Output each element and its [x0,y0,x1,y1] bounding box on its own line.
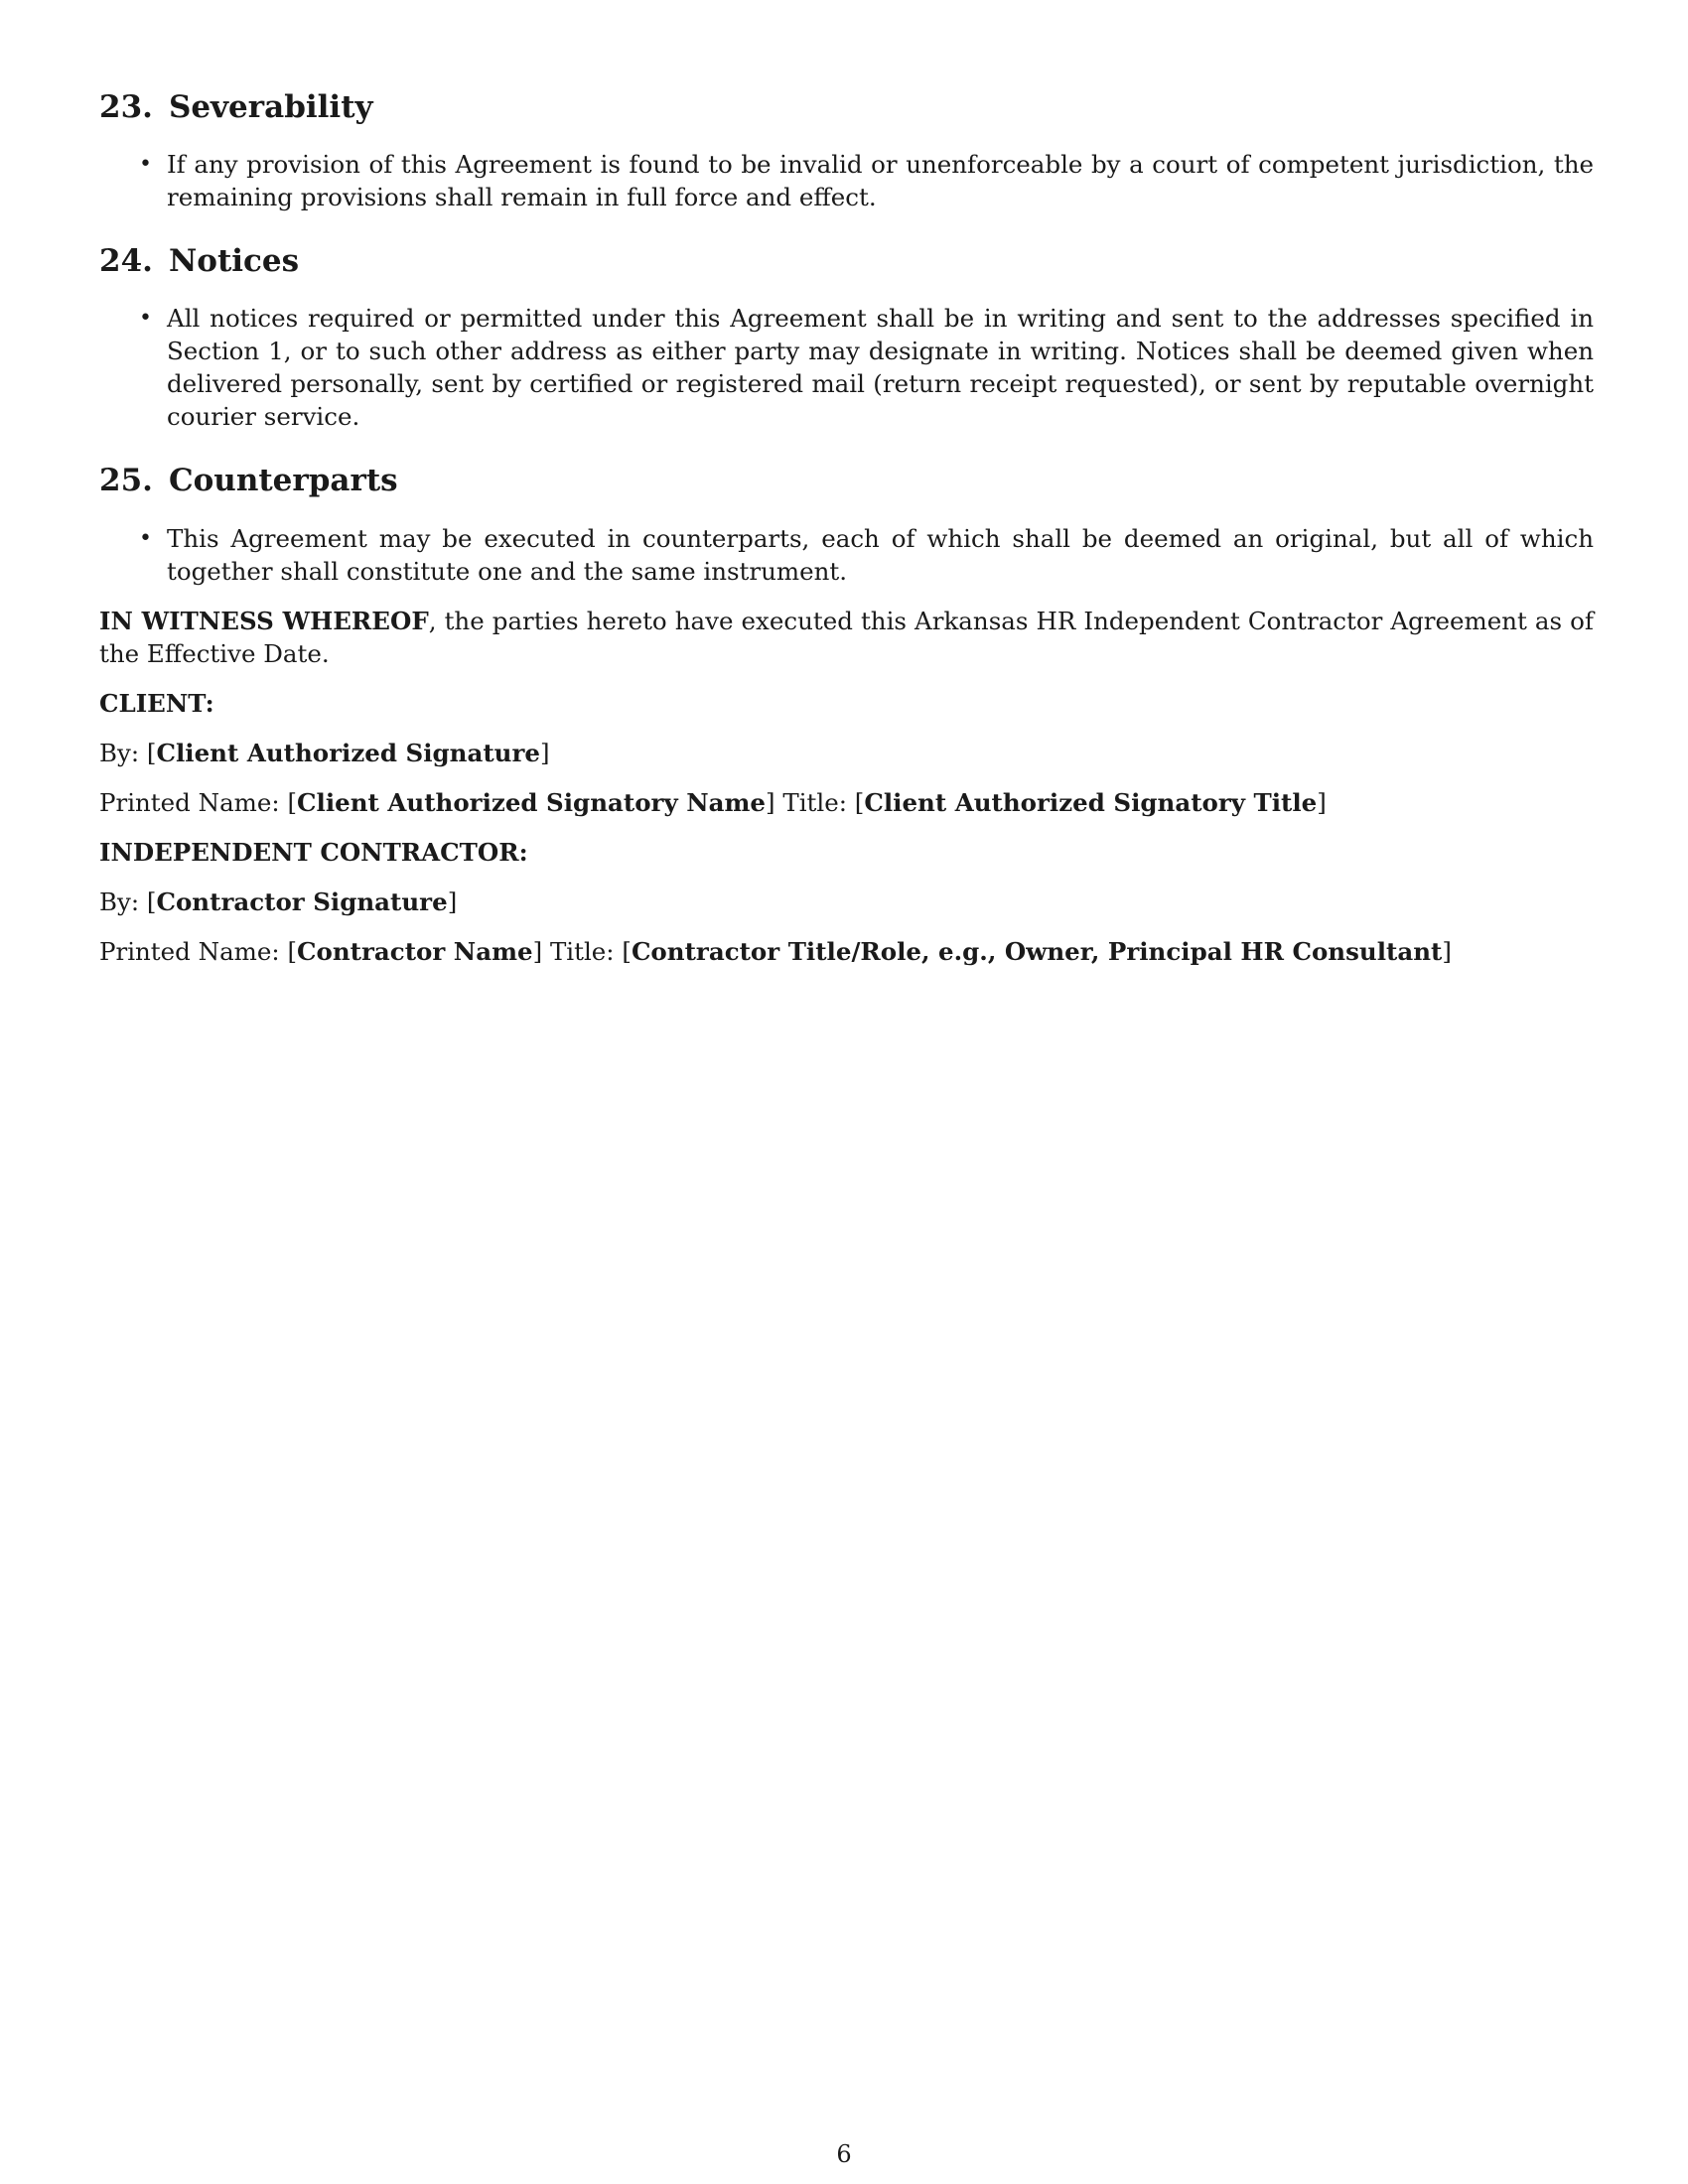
document-page [99,89,1594,985]
client-printed-name-placeholder: Client Authorized Signatory Name [297,787,766,817]
list-item-text: All notices required or permitted under this Agreement shall be in writing and sent to the addresses specified in Section 1, or to such other address as either party may designate in writing. Notices shall be deemed given when delivered personally, sent by certified or registered mail (return receipt requested), or sent by reputable overnight courier service. [167,304,1594,432]
section-title: Severability [168,89,373,125]
bullet-list [99,148,1594,213]
contractor-signature-line: By: [Contractor Signature] [99,887,458,916]
title-label: Title: [549,936,615,966]
client-name-title-line: Printed Name: [Client Authorized Signatory Name] Title: [Client Authorized Signatory Title] [99,787,1327,817]
witness-lead: IN WITNESS WHEREOF [99,606,429,635]
title-label: Title: [782,787,847,817]
list-item [99,522,1594,588]
list-item-text: This Agreement may be executed in counterparts, each of which shall be deemed an original, but all of which together shall constitute one and the same instrument. [167,523,1594,586]
section-counterparts [99,463,1594,587]
section-title: Notices [168,243,300,280]
section-severability [99,89,1594,213]
printed-name-label: Printed Name: [99,936,280,966]
bullet-icon: • [139,152,152,178]
section-heading [99,89,1594,126]
bullet-icon: • [139,306,152,332]
contractor-heading: INDEPENDENT CONTRACTOR: [99,837,528,867]
list-item [99,148,1594,213]
list-item-text: If any provision of this Agreement is found to be invalid or unenforceable by a court of competent jurisdiction, the remaining provisions shall remain in full force and effect. [167,150,1594,212]
by-label: By: [99,887,140,916]
section-number: 24. [99,243,153,280]
witness-paragraph [99,605,1594,670]
bullet-list [99,522,1594,588]
section-number: 25. [99,463,153,499]
client-signature-line: By: [Client Authorized Signature] [99,738,550,767]
section-notices [99,243,1594,433]
contractor-name-title-line: Printed Name: [Contractor Name] Title: [Contractor Title/Role, e.g., Owner, Principal HR Consultant] [99,936,1452,966]
bullet-icon: • [139,525,152,551]
client-signature-placeholder: Client Authorized Signature [156,738,540,767]
contractor-printed-name-placeholder: Contractor Name [297,936,533,966]
list-item [99,302,1594,433]
client-heading: CLIENT: [99,688,214,718]
witness-text: , the parties hereto have executed this Arkansas HR Independent Contractor Agreement as of the Effective Date. [99,606,1594,668]
section-number: 23. [99,89,153,125]
section-heading [99,243,1594,280]
by-label: By: [99,738,140,767]
printed-name-label: Printed Name: [99,787,280,817]
section-heading [99,463,1594,499]
bullet-list [99,302,1594,433]
page-number: 6 [836,2140,852,2168]
section-title: Counterparts [168,463,398,499]
contractor-title-placeholder: Contractor Title/Role, e.g., Owner, Principal HR Consultant [631,936,1443,966]
client-title-placeholder: Client Authorized Signatory Title [864,787,1318,817]
contractor-signature-placeholder: Contractor Signature [156,887,448,916]
